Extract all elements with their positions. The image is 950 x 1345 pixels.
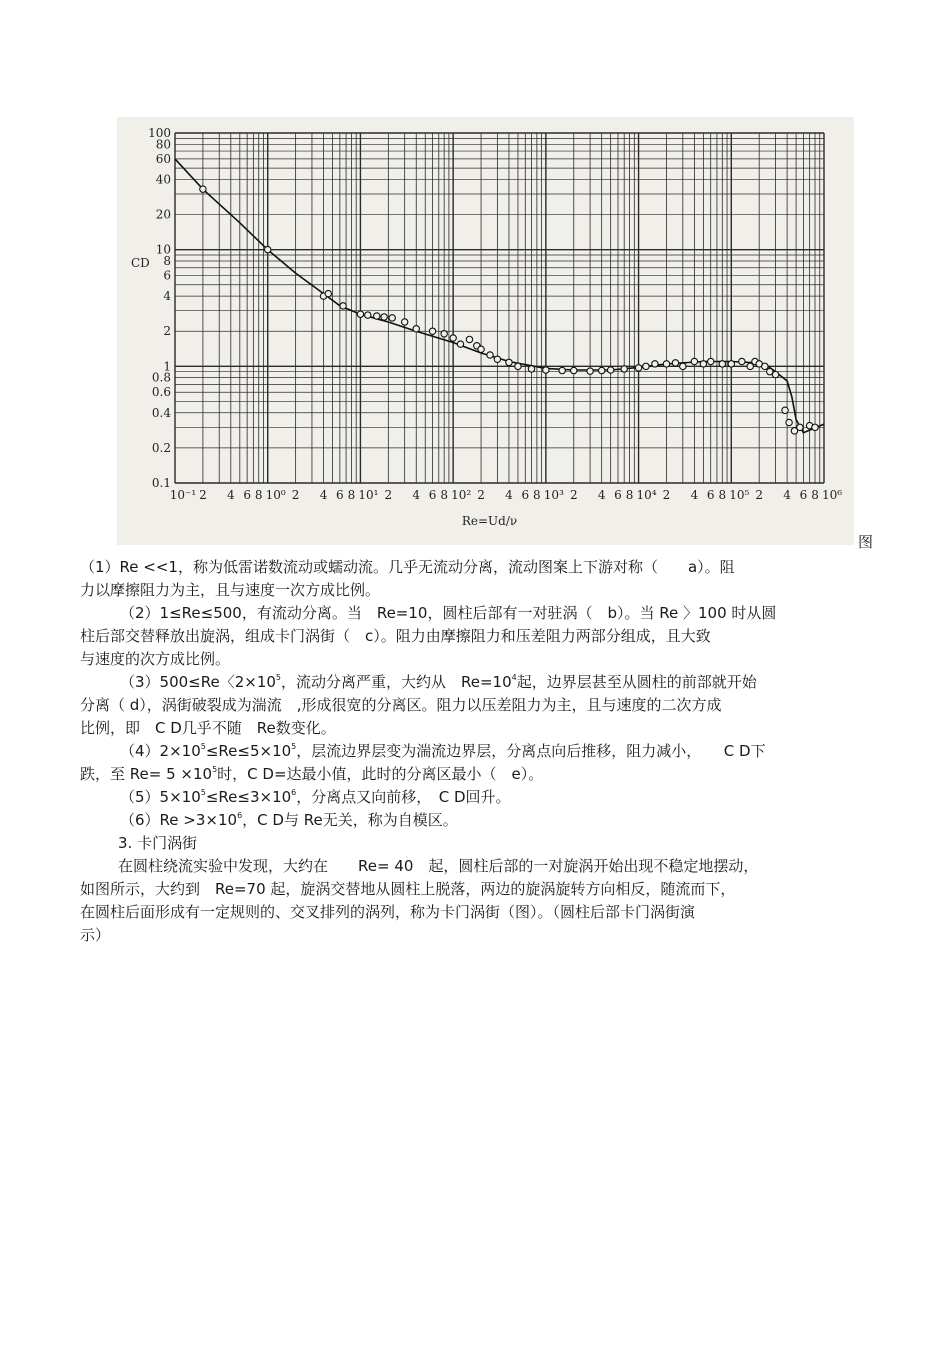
data-point bbox=[708, 358, 714, 364]
data-point bbox=[772, 371, 778, 377]
x-tick-label: 10² bbox=[451, 488, 472, 502]
data-point bbox=[413, 326, 419, 332]
data-point bbox=[719, 361, 725, 367]
para-1-line-1: （1）Re <<1，称为低雷诺数流动或蠕动流。几乎无流动分离，流动图案上下游对称（ a）。阻 bbox=[80, 558, 735, 576]
x-tick-label: 4 bbox=[412, 488, 421, 502]
x-tick-label: 10³ bbox=[543, 488, 564, 502]
data-point bbox=[389, 315, 395, 321]
x-tick-label: 6 bbox=[428, 488, 437, 502]
data-point bbox=[450, 335, 456, 341]
data-point bbox=[700, 361, 706, 367]
y-tick-label: 0.2 bbox=[151, 440, 171, 455]
data-point bbox=[357, 311, 363, 317]
x-axis-title: Re=Ud/ν bbox=[461, 514, 518, 528]
data-point bbox=[672, 360, 678, 366]
data-point bbox=[762, 363, 768, 369]
final-para-line-1: 在圆柱绕流实验中发现，大约在 Re= 40 起，圆柱后部的一对旋涡开始出现不稳定地摆动， bbox=[118, 857, 759, 875]
data-point bbox=[786, 419, 792, 425]
x-tick-label: 6 bbox=[614, 488, 622, 502]
y-tick-label: 0.1 bbox=[151, 476, 171, 490]
data-point bbox=[680, 363, 686, 369]
x-tick-label: 6 bbox=[243, 488, 251, 502]
para-5: $(5)5\times 10^5\le Re\le 3\times 10^6$，分离点又向前移， C D回升。 bbox=[120, 788, 511, 806]
y-tick-label: 80 bbox=[155, 137, 171, 152]
drag-coefficient-figure bbox=[117, 117, 854, 545]
x-tick-label: 4 bbox=[505, 488, 513, 502]
data-point bbox=[381, 314, 387, 320]
x-tick-label: 2 bbox=[662, 488, 671, 502]
data-point bbox=[728, 361, 734, 367]
y-tick-label: 4 bbox=[163, 289, 171, 304]
section-heading: 3. 卡门涡街 bbox=[118, 834, 198, 852]
final-para-line-3: 在圆柱后面形成有一定规则的、交叉排列的涡列，称为卡门涡街（图）。（圆柱后部卡门涡街演 bbox=[80, 903, 696, 921]
data-point bbox=[559, 367, 565, 373]
data-point bbox=[652, 361, 658, 367]
final-para-line-2: 如图所示，大约到 Re=70 起，旋涡交替地从圆柱上脱落，两边的旋涡旋转方向相反，随流而下， bbox=[80, 880, 736, 898]
y-tick-label: 100 bbox=[148, 126, 171, 140]
x-tick-label: 4 bbox=[783, 488, 791, 502]
cd-vs-re-chart bbox=[117, 117, 854, 545]
x-tick-label: 2 bbox=[569, 488, 578, 502]
y-tick-label: 2 bbox=[163, 324, 171, 339]
data-point bbox=[494, 356, 500, 362]
data-point bbox=[621, 366, 627, 372]
data-point bbox=[487, 352, 493, 358]
data-point bbox=[528, 366, 534, 372]
data-point bbox=[543, 367, 549, 373]
x-tick-label: 10¹ bbox=[358, 488, 379, 502]
x-tick-label: 10⁴ bbox=[636, 488, 657, 502]
x-tick-label: 2 bbox=[477, 488, 485, 502]
para-6: $(6)Re >3\times 10^6$，C D与 Re无关，称为自模区。 bbox=[120, 811, 458, 829]
data-point bbox=[340, 303, 346, 309]
data-point bbox=[466, 336, 472, 342]
x-tick-label: 8 bbox=[625, 488, 634, 502]
y-axis-title: CD bbox=[131, 256, 150, 270]
x-tick-label: 10⁰ bbox=[265, 488, 286, 502]
x-tick-label: 10⁵ bbox=[729, 488, 750, 502]
x-tick-label: 4 bbox=[690, 488, 699, 502]
figure-label: 图 bbox=[858, 533, 874, 551]
y-tick-label: 0.4 bbox=[151, 405, 171, 420]
x-tick-label: 8 bbox=[811, 488, 819, 502]
y-tick-label: 60 bbox=[155, 151, 171, 166]
data-point bbox=[457, 341, 463, 347]
para-2-line-1: （2）1≤Re≤500，有流动分离。当 Re=10，圆柱后部有一对驻涡（ b）。当 Re 〉100 时从圆 bbox=[120, 604, 777, 622]
data-point bbox=[691, 358, 697, 364]
y-tick-label: 6 bbox=[163, 268, 171, 283]
data-point bbox=[635, 365, 641, 371]
x-tick-label: 8 bbox=[440, 488, 448, 502]
x-tick-label: 6 bbox=[336, 488, 344, 502]
data-point bbox=[506, 359, 512, 365]
para-3-line-3: 比例，即 C D几乎不随 Re数变化。 bbox=[80, 719, 336, 737]
y-tick-label: 0.6 bbox=[151, 385, 171, 400]
x-tick-label: 2 bbox=[755, 488, 764, 502]
final-para-line-4: 示） bbox=[80, 926, 111, 944]
data-point bbox=[365, 312, 371, 318]
data-point bbox=[663, 361, 669, 367]
y-tick-label: 0.8 bbox=[151, 370, 171, 385]
x-tick-label: 10⁶ bbox=[821, 488, 843, 502]
x-tick-label: 8 bbox=[533, 488, 541, 502]
data-point bbox=[441, 331, 447, 337]
data-point bbox=[478, 346, 484, 352]
para-1-line-2: 力以摩擦阻力为主，且与速度一次方成比例。 bbox=[80, 581, 381, 599]
data-point bbox=[200, 186, 206, 192]
para-2-line-2: 柱后部交替释放出旋涡，组成卡门涡街（ c）。阻力由摩擦阻力和压差阻力两部分组成，且大致 bbox=[80, 627, 711, 645]
y-tick-label: 8 bbox=[163, 253, 171, 268]
data-point bbox=[571, 367, 577, 373]
x-tick-label: 6 bbox=[706, 488, 715, 502]
x-tick-label: 8 bbox=[254, 488, 263, 502]
y-tick-label: 20 bbox=[155, 207, 171, 222]
x-tick-label: 8 bbox=[347, 488, 356, 502]
data-point bbox=[739, 358, 745, 364]
data-point bbox=[325, 290, 331, 296]
data-point bbox=[265, 246, 271, 252]
x-tick-label: 2 bbox=[199, 488, 207, 502]
data-point bbox=[374, 313, 380, 319]
x-tick-label: 10⁻¹ bbox=[169, 488, 197, 502]
x-tick-label: 6 bbox=[799, 488, 808, 502]
data-point bbox=[812, 424, 818, 430]
data-point bbox=[598, 367, 604, 373]
y-tick-label: 10 bbox=[155, 242, 171, 257]
data-point bbox=[401, 319, 407, 325]
para-3-line-2: 分离（ d），涡街破裂成为湍流 ,形成很宽的分离区。阻力以压差阻力为主，且与速度的二次方成 bbox=[80, 696, 722, 714]
x-tick-label: 4 bbox=[597, 488, 606, 502]
x-tick-label: 2 bbox=[291, 488, 300, 502]
y-tick-label: 1 bbox=[163, 359, 171, 374]
para-3-line-1: （3）500≤Re〈$2\times 10^5$，流动分离严重，大约从 $Re=10^4$起，边界层甚至从圆柱的前部就开始 bbox=[120, 673, 757, 691]
data-point bbox=[782, 407, 788, 413]
para-2-line-3: 与速度的次方成比例。 bbox=[80, 650, 231, 668]
x-tick-label: 2 bbox=[384, 488, 393, 502]
x-tick-label: 4 bbox=[226, 488, 235, 502]
data-point bbox=[797, 424, 803, 430]
x-tick-label: 8 bbox=[718, 488, 727, 502]
para-4-line-1: $(4)2\times 10^5\le Re\le 5\times 10^5$，层流边界层变为湍流边界层，分离点向后推移，阻力减小， C D下 bbox=[120, 742, 766, 760]
data-point bbox=[587, 368, 593, 374]
x-tick-label: 6 bbox=[521, 488, 530, 502]
y-tick-label: 40 bbox=[155, 172, 171, 187]
data-point bbox=[607, 367, 613, 373]
data-point bbox=[515, 363, 521, 369]
para-4-line-2: 跌，至 $Re= 5 \times 10^5$时，C D=达最小值，此时的分离区最小（ e）。 bbox=[80, 765, 544, 783]
body-text bbox=[80, 556, 880, 947]
data-point bbox=[643, 363, 649, 369]
x-tick-label: 4 bbox=[319, 488, 328, 502]
data-point bbox=[429, 328, 435, 334]
